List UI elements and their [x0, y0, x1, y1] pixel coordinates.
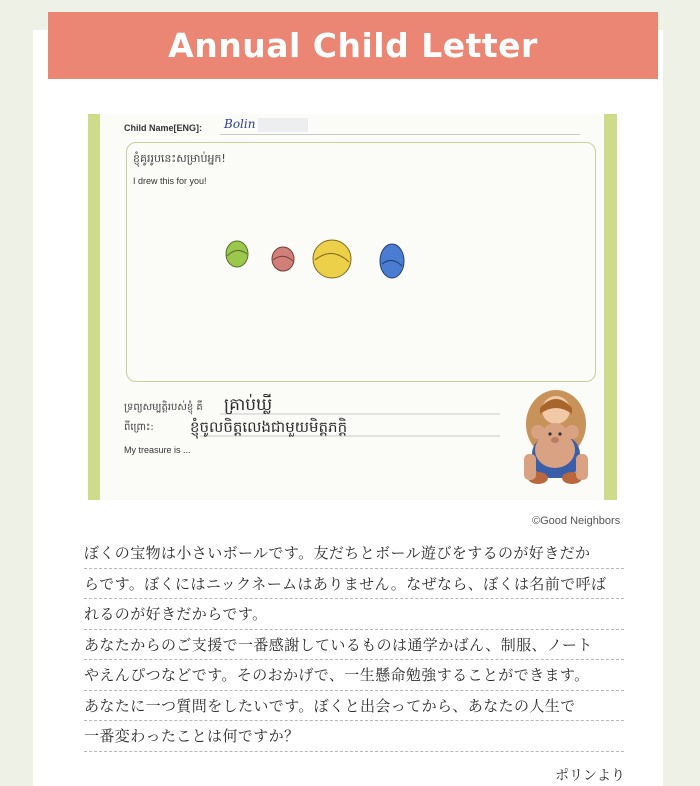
- because-label-khmer: ពីព្រោះ:: [124, 422, 154, 433]
- child-bear-illustration: [524, 390, 588, 484]
- letter-line: れるのが好きだからです。: [84, 599, 624, 630]
- drawing-prompt-english: I drew this for you!: [133, 176, 207, 186]
- letter-photo: [88, 114, 617, 500]
- treasure-label-khmer: ទ្រព្យសម្បត្តិរបស់ខ្ញុំ គឺ: [124, 402, 203, 413]
- child-name-value: Bolin: [224, 117, 256, 131]
- reason-answer-khmer: ខ្ញុំចូលចិត្តលេងជាមួយមិត្តភក្តិ: [190, 418, 348, 436]
- child-name-label: Child Name[ENG]:: [124, 123, 203, 133]
- treasure-label-english: My treasure is ...: [124, 445, 191, 455]
- letter-line: らです。ぼくにはニックネームはありません。なぜなら、ぼくは名前で呼ば: [84, 569, 624, 600]
- ball-blue: [380, 244, 404, 278]
- page-title: Annual Child Letter: [168, 26, 538, 65]
- ball-yellow: [313, 240, 351, 278]
- ball-red: [272, 247, 294, 271]
- ball-green: [226, 241, 248, 267]
- page-title-banner: [48, 12, 658, 79]
- letter-signature: ポリンより: [555, 768, 625, 784]
- drawing-prompt-khmer: ខ្ញុំគូររូបនេះសម្រាប់អ្នក!: [133, 152, 226, 165]
- letter-form-card: [100, 114, 604, 500]
- treasure-answer-khmer: គ្រាប់ឃ្លី: [224, 395, 273, 415]
- drawing-svg: [100, 114, 604, 500]
- letter-line: やえんぴつなどです。そのおかげで、一生懸命勉強することができます。: [84, 660, 624, 691]
- photo-credit: ©Good Neighbors: [532, 515, 621, 527]
- letter-line: あなたからのご支援で一番感謝しているものは通学かばん、制服、ノート: [84, 630, 624, 661]
- letter-translation: [84, 538, 624, 752]
- letter-line: 一番変わったことは何ですか？: [84, 721, 624, 752]
- letter-line: あなたに一つ質問をしたいです。ぼくと出会ってから、あなたの人生で: [84, 691, 624, 722]
- letter-line: ぼくの宝物は小さいボールです。友だちとボール遊びをするのが好きだか: [84, 538, 624, 569]
